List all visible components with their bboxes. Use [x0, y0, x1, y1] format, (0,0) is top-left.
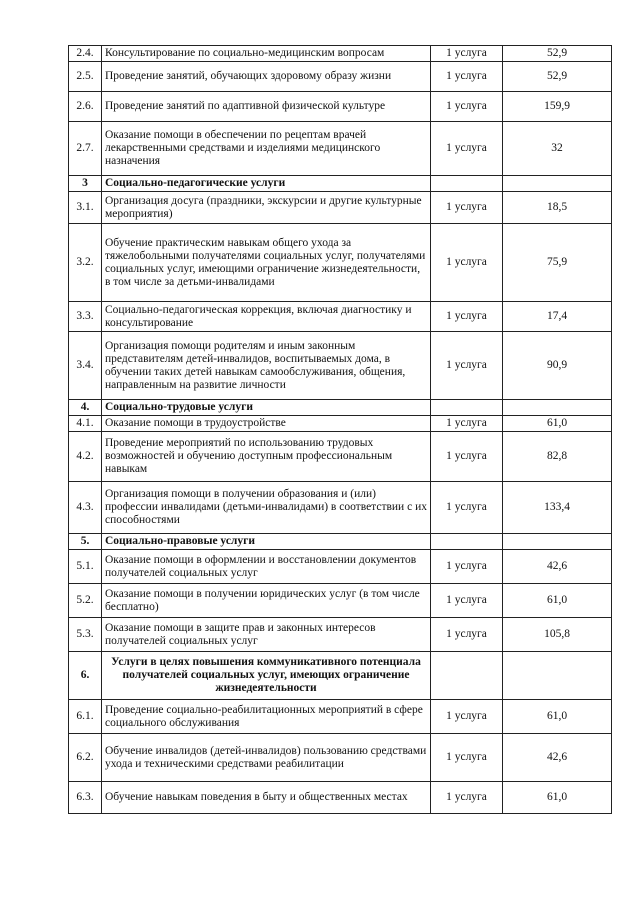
service-name: Социально-педагогические услуги: [102, 176, 431, 192]
service-price: 42,6: [503, 550, 612, 584]
table-row: [69, 62, 612, 92]
row-number: 6.: [69, 652, 102, 700]
table-body: [69, 46, 612, 814]
table-row: [69, 46, 612, 62]
service-price: 105,8: [503, 618, 612, 652]
service-price: [503, 534, 612, 550]
table-row: [69, 92, 612, 122]
service-price: 75,9: [503, 224, 612, 302]
table-row: [69, 302, 612, 332]
table-row: [69, 700, 612, 734]
row-number: 5.2.: [69, 584, 102, 618]
service-price: 61,0: [503, 782, 612, 814]
service-price: 18,5: [503, 192, 612, 224]
row-number: 5.: [69, 534, 102, 550]
service-name: Социально-трудовые услуги: [102, 400, 431, 416]
service-name: Проведение занятий по адаптивной физической культуре: [102, 92, 431, 122]
service-price: 32: [503, 122, 612, 176]
service-name: Обучение инвалидов (детей-инвалидов) пользованию средствами ухода и техническими средствами реабилитации: [102, 734, 431, 782]
service-name: Услуги в целях повышения коммуникативного потенциала получателей социальных услуг, имеющих ограничение жизнедеятельности: [102, 652, 431, 700]
section-row: [69, 176, 612, 192]
row-number: 3: [69, 176, 102, 192]
table-row: [69, 416, 612, 432]
unit-of-measure: [431, 534, 503, 550]
unit-of-measure: [431, 652, 503, 700]
unit-of-measure: 1 услуга: [431, 584, 503, 618]
row-number: 2.7.: [69, 122, 102, 176]
unit-of-measure: 1 услуга: [431, 416, 503, 432]
row-number: 5.3.: [69, 618, 102, 652]
unit-of-measure: 1 услуга: [431, 482, 503, 534]
service-name: Оказание помощи в защите прав и законных интересов получателей социальных услуг: [102, 618, 431, 652]
service-name: Оказание помощи в оформлении и восстановлении документов получателей социальных услуг: [102, 550, 431, 584]
service-name: Социально-правовые услуги: [102, 534, 431, 550]
row-number: 4.: [69, 400, 102, 416]
table-row: [69, 734, 612, 782]
unit-of-measure: 1 услуга: [431, 734, 503, 782]
service-name: Консультирование по социально-медицинским вопросам: [102, 46, 431, 62]
service-name: Оказание помощи в обеспечении по рецептам врачей лекарственными средствами и изделиями медицинского назначения: [102, 122, 431, 176]
row-number: 5.1.: [69, 550, 102, 584]
service-name: Оказание помощи в трудоустройстве: [102, 416, 431, 432]
section-row: [69, 652, 612, 700]
service-name: Проведение социально-реабилитационных мероприятий в сфере социального обслуживания: [102, 700, 431, 734]
table-row: [69, 482, 612, 534]
table-row: [69, 584, 612, 618]
row-number: 2.4.: [69, 46, 102, 62]
row-number: 4.2.: [69, 432, 102, 482]
unit-of-measure: 1 услуга: [431, 92, 503, 122]
unit-of-measure: 1 услуга: [431, 192, 503, 224]
table-row: [69, 192, 612, 224]
unit-of-measure: [431, 400, 503, 416]
row-number: 3.1.: [69, 192, 102, 224]
unit-of-measure: 1 услуга: [431, 550, 503, 584]
unit-of-measure: 1 услуга: [431, 332, 503, 400]
service-price: 133,4: [503, 482, 612, 534]
row-number: 3.3.: [69, 302, 102, 332]
service-price: [503, 652, 612, 700]
service-price: 90,9: [503, 332, 612, 400]
service-name: Проведение мероприятий по использованию трудовых возможностей и обучению доступным профессиональным навыкам: [102, 432, 431, 482]
service-price: 61,0: [503, 584, 612, 618]
service-name: Обучение практическим навыкам общего ухода за тяжелобольными получателями социальных услуг, получателями социальных услуг, имеющими ограничение жизнедеятельности, в том числе за детьми-инвалидами: [102, 224, 431, 302]
unit-of-measure: 1 услуга: [431, 224, 503, 302]
unit-of-measure: 1 услуга: [431, 46, 503, 62]
row-number: 3.2.: [69, 224, 102, 302]
service-price: 159,9: [503, 92, 612, 122]
service-price: 42,6: [503, 734, 612, 782]
unit-of-measure: [431, 176, 503, 192]
row-number: 6.1.: [69, 700, 102, 734]
unit-of-measure: 1 услуга: [431, 432, 503, 482]
table-row: [69, 224, 612, 302]
table-row: [69, 332, 612, 400]
service-price: 52,9: [503, 46, 612, 62]
row-number: 6.3.: [69, 782, 102, 814]
table-row: [69, 618, 612, 652]
table-row: [69, 550, 612, 584]
service-price: [503, 176, 612, 192]
service-name: Оказание помощи в получении юридических услуг (в том числе бесплатно): [102, 584, 431, 618]
service-name: Организация помощи родителям и иным законным представителям детей-инвалидов, воспитываемых дома, в обучении таких детей навыкам самообслуживания, общения, направленным на развитие личности: [102, 332, 431, 400]
service-name: Организация досуга (праздники, экскурсии и другие культурные мероприятия): [102, 192, 431, 224]
unit-of-measure: 1 услуга: [431, 618, 503, 652]
service-price: 82,8: [503, 432, 612, 482]
unit-of-measure: 1 услуга: [431, 782, 503, 814]
services-price-table: [68, 45, 612, 814]
service-price: 52,9: [503, 62, 612, 92]
service-name: Организация помощи в получении образования и (или) профессии инвалидами (детьми-инвалидами) в соответствии с их способностями: [102, 482, 431, 534]
unit-of-measure: 1 услуга: [431, 62, 503, 92]
row-number: 2.6.: [69, 92, 102, 122]
row-number: 4.1.: [69, 416, 102, 432]
section-row: [69, 534, 612, 550]
service-price: 61,0: [503, 416, 612, 432]
row-number: 4.3.: [69, 482, 102, 534]
unit-of-measure: 1 услуга: [431, 122, 503, 176]
service-name: Социально-педагогическая коррекция, включая диагностику и консультирование: [102, 302, 431, 332]
unit-of-measure: 1 услуга: [431, 302, 503, 332]
table-row: [69, 782, 612, 814]
row-number: 6.2.: [69, 734, 102, 782]
table-row: [69, 122, 612, 176]
unit-of-measure: 1 услуга: [431, 700, 503, 734]
service-name: Проведение занятий, обучающих здоровому образу жизни: [102, 62, 431, 92]
section-row: [69, 400, 612, 416]
row-number: 3.4.: [69, 332, 102, 400]
service-name: Обучение навыкам поведения в быту и общественных местах: [102, 782, 431, 814]
table-row: [69, 432, 612, 482]
service-price: 61,0: [503, 700, 612, 734]
service-price: 17,4: [503, 302, 612, 332]
service-price: [503, 400, 612, 416]
row-number: 2.5.: [69, 62, 102, 92]
